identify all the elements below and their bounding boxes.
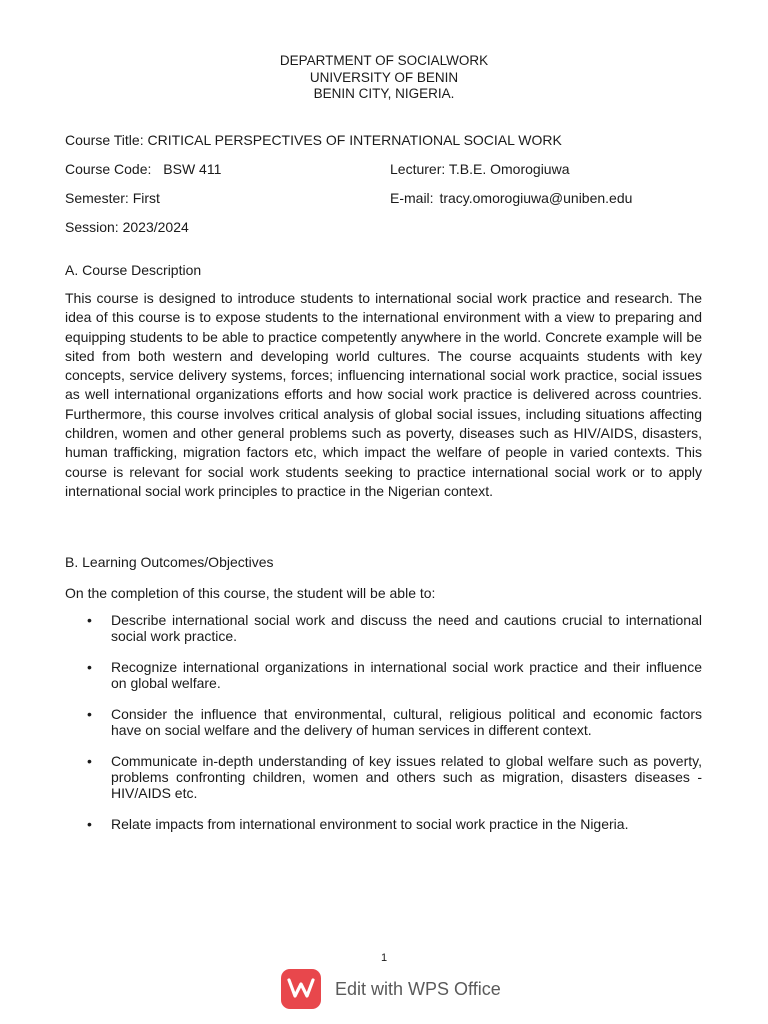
session-label: Session: (65, 219, 119, 235)
course-title-label: Course Title: (65, 132, 144, 148)
bullet-icon: • (87, 705, 92, 722)
list-item-text: Consider the influence that environmental, cultural, religious political and economic factors have on social welfare and the delivery of human services in different context. (111, 705, 702, 739)
list-item-text: Communicate in-depth understanding of key issues related to global welfare such as poverty, problems confronting children, women and others such as migration, disasters diseases - HIV/AIDS etc. (111, 752, 702, 802)
lecturer-row (390, 161, 570, 178)
course-code-row (65, 161, 221, 178)
semester-row (65, 190, 160, 207)
course-code-label: Course Code: (65, 161, 152, 177)
course-description-heading: A. Course Description (65, 262, 202, 278)
list-item (65, 659, 702, 691)
university-name: UNIVERSITY OF BENIN (309, 69, 459, 85)
wps-logo-icon (281, 969, 321, 1009)
semester-value: First (132, 190, 160, 206)
list-item-text: Relate impacts from international environment to social work practice in the Nigeria. (111, 815, 629, 832)
email-value: tracy.omorogiuwa@uniben.edu (439, 190, 633, 206)
bullet-icon: • (87, 658, 92, 675)
lecturer-value: T.B.E. Omorogiuwa (448, 161, 570, 177)
page-number: 1 (380, 952, 388, 964)
bullet-icon: • (87, 612, 92, 628)
list-item (65, 706, 702, 738)
session-row (65, 219, 189, 236)
email-row (390, 190, 632, 207)
list-item (65, 816, 702, 832)
document-header (0, 53, 768, 103)
wps-label: Edit with WPS Office (335, 978, 501, 999)
bullet-icon: • (87, 815, 92, 832)
list-item (65, 612, 702, 644)
list-item (65, 753, 702, 802)
course-title-value: CRITICAL PERSPECTIVES OF INTERNATIONAL SOCIAL WORK (147, 132, 562, 148)
email-label: E-mail: (390, 190, 434, 206)
bullet-icon: • (87, 752, 92, 769)
city-name: BENIN CITY, NIGERIA. (313, 86, 455, 101)
list-item-text: Describe international social work and discuss the need and cautions crucial to international social work practice. (111, 612, 702, 645)
course-description-body: This course is designed to introduce students to international social work practice and research. The idea of this course is to expose students to the international environment with a view to preparing and equipping students to be able to practice competently anywhere in the world. Concrete example will be sited from both western and developing world cultures. The course acquaints students with key concepts, service delivery systems, forces; influencing international social work practice, social issues as well international organizations efforts and how social work practice is delivered across countries. Furthermore, this course involves critical analysis of global social issues, including situations affecting children, women and other general problems such as poverty, diseases such as HIV/AIDS, disasters, human trafficking, migration factors etc, which impact the welfare of people in varied contexts. This course is relevant for social work students seeking to practice international social work or to apply international social work principles to practice in the Nigerian context. (65, 290, 702, 499)
semester-label: Semester: (65, 190, 129, 206)
department-name: DEPARTMENT OF SOCIALWORK (279, 53, 489, 68)
lecturer-label: Lecturer: (390, 161, 446, 177)
course-title-row (65, 132, 562, 149)
learning-outcomes-list (65, 612, 702, 847)
learning-outcomes-intro: On the completion of this course, the student will be able to: (65, 585, 436, 601)
learning-outcomes-heading: B. Learning Outcomes/Objectives (65, 554, 274, 570)
list-item-text: Recognize international organizations in international social work practice and their influence on global welfare. (111, 658, 702, 692)
edit-with-wps-button[interactable] (281, 968, 501, 1010)
course-code-value: BSW 411 (163, 161, 222, 177)
session-value: 2023/2024 (122, 219, 189, 235)
